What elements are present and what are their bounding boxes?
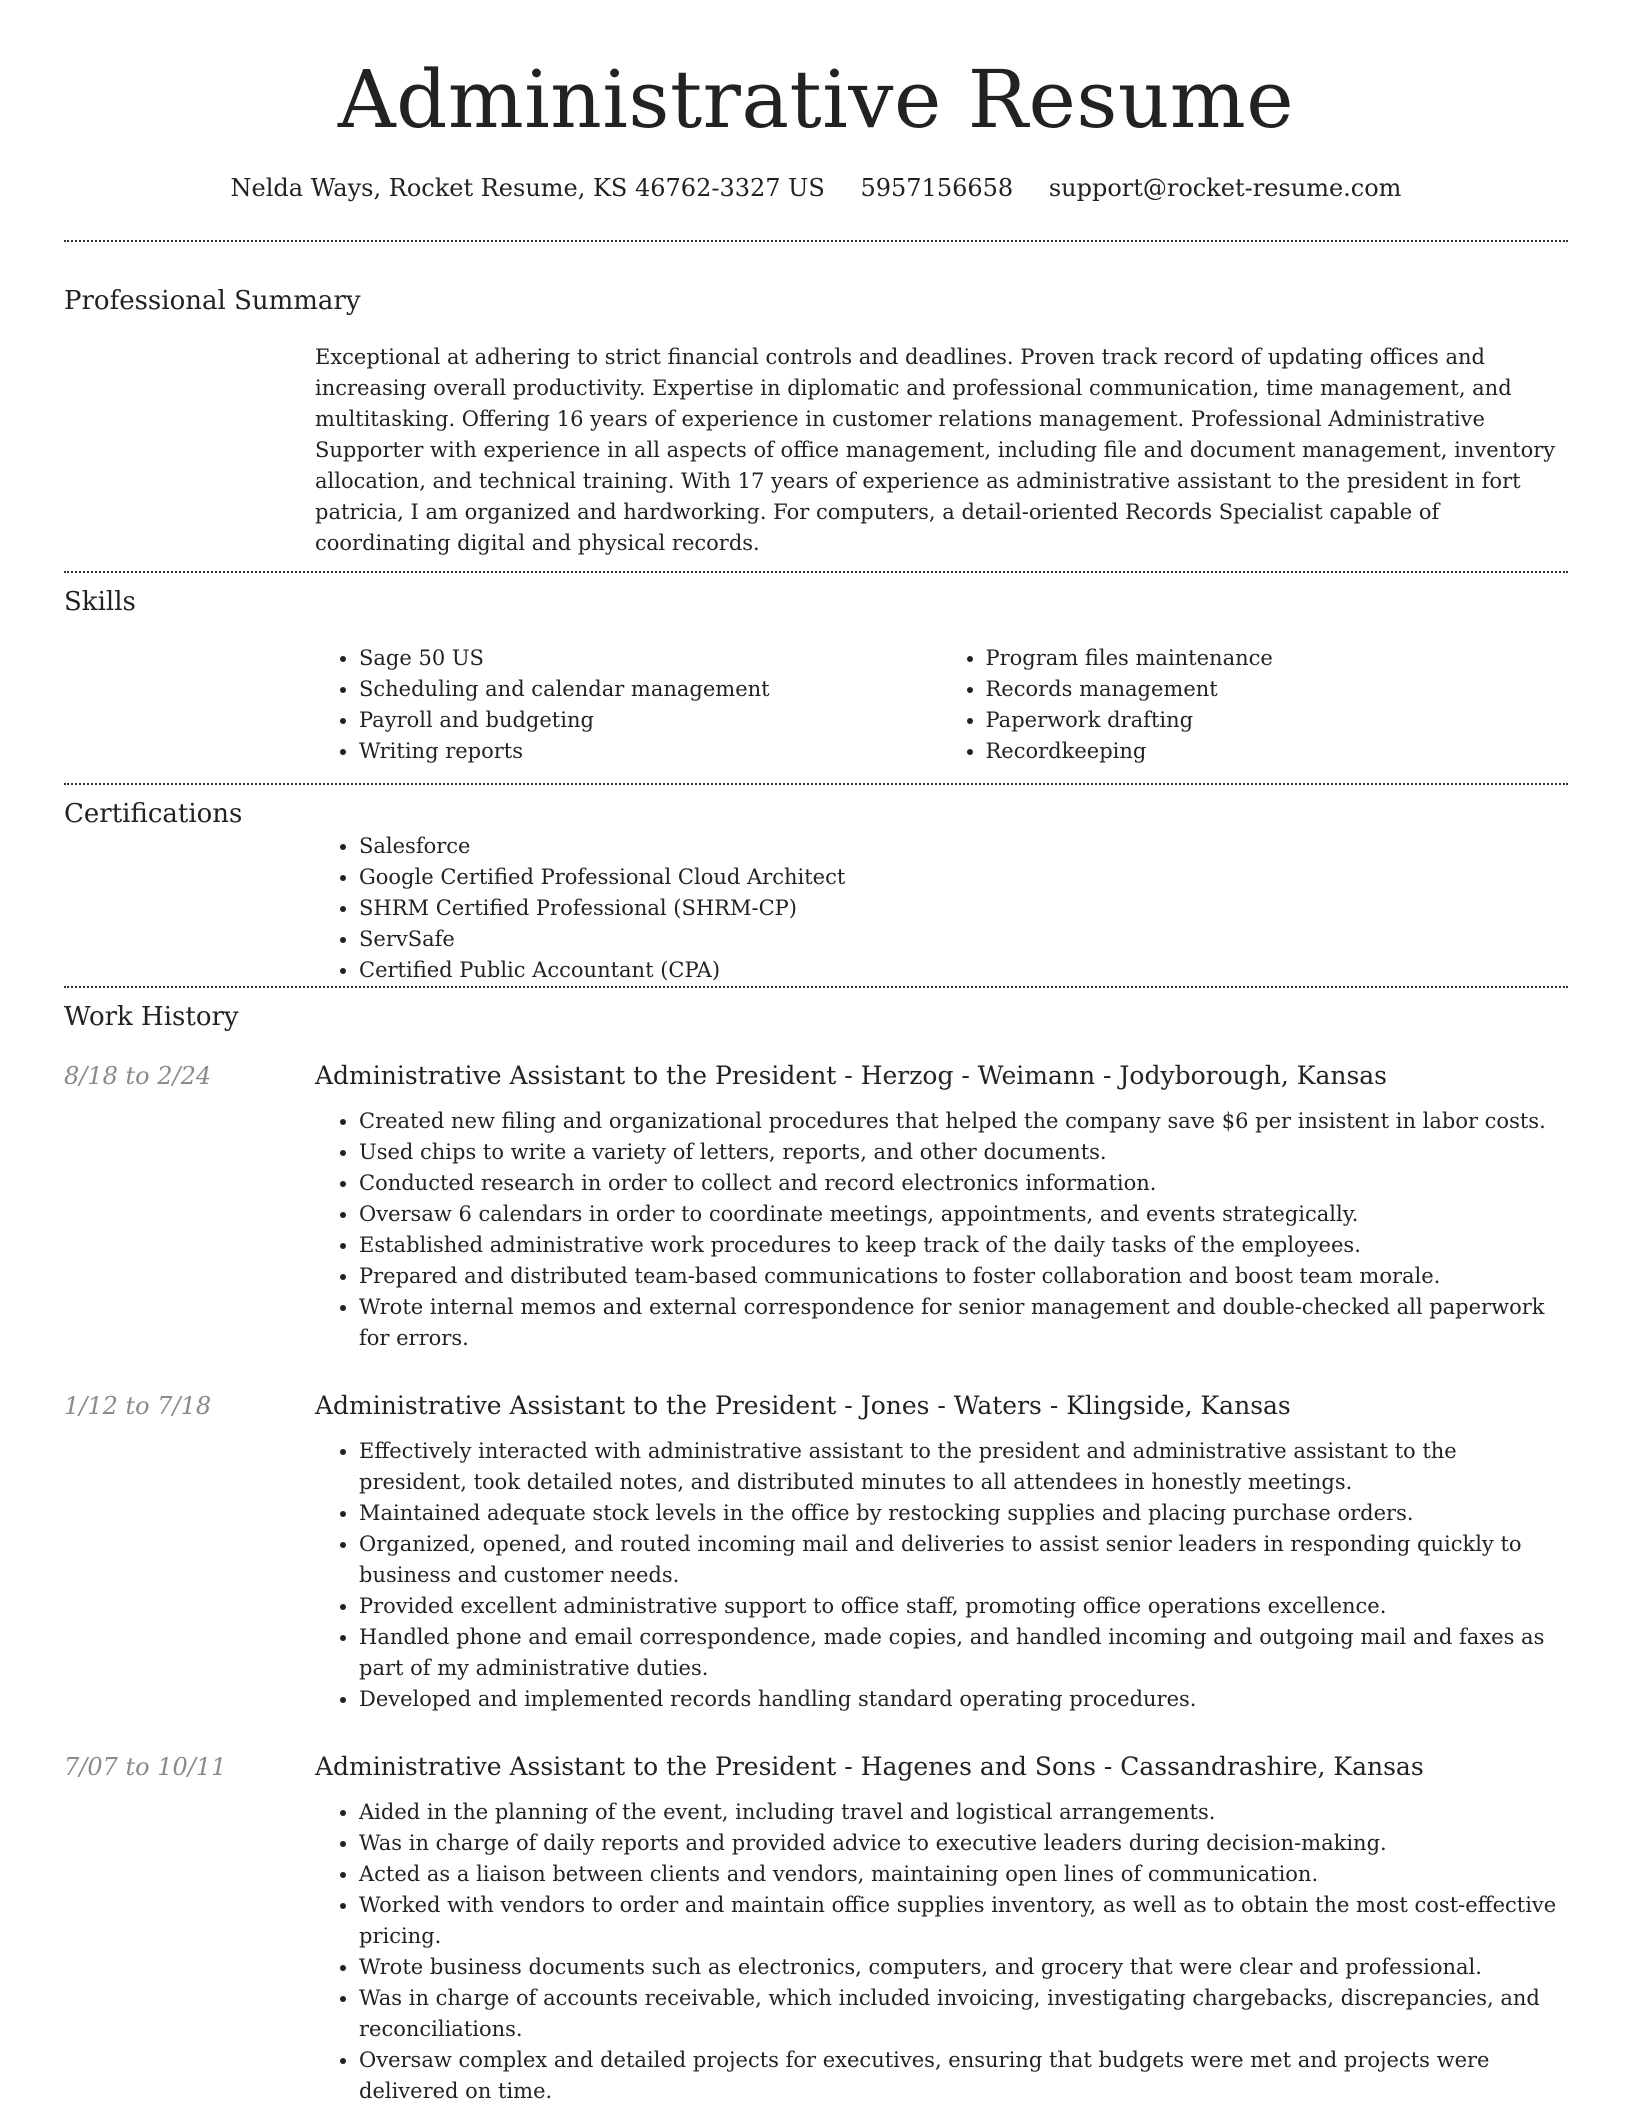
job-duty: • Acted as a liaison between clients and vendors, maintaining open lines of communication. — [359, 1859, 1568, 1890]
job-duty: • Worked with vendors to order and maintain office supplies inventory, as well as to obtain the most cost-effective pricing. — [359, 1890, 1568, 1952]
job-duty: • Prepared and distributed team-based communications to foster collaboration and boost team morale. — [359, 1261, 1568, 1292]
work-history-section — [64, 988, 1568, 2107]
job-duty: • Provided excellent administrative support to office staff, promoting office operations excellence. — [359, 1591, 1568, 1622]
certification-item: • Salesforce — [359, 831, 1568, 862]
job-dates: 8/18 to 2/24 — [64, 1062, 212, 1090]
resume-page — [64, 0, 1568, 2107]
job-duty: • Oversaw 6 calendars in order to coordinate meetings, appointments, and events strategically. — [359, 1199, 1568, 1230]
certification-item: • Google Certified Professional Cloud Architect — [359, 862, 1568, 893]
summary-heading: Professional Summary — [64, 286, 361, 316]
skill-item: • Writing reports — [359, 736, 942, 767]
work-history-heading: Work History — [64, 1002, 239, 1032]
certification-item: • Certified Public Accountant (CPA) — [359, 955, 1568, 986]
job-dates: 1/12 to 7/18 — [64, 1392, 212, 1420]
job-duty: • Developed and implemented records handling standard operating procedures. — [359, 1684, 1568, 1715]
job-duties-list — [315, 1797, 1568, 2107]
certifications-list — [315, 831, 1568, 986]
job-duties-list — [315, 1436, 1568, 1715]
contact-line — [64, 172, 1568, 204]
job-entry — [64, 1751, 1568, 2107]
job-entry — [64, 1060, 1568, 1354]
skill-item: • Recordkeeping — [986, 736, 1569, 767]
skill-item: • Sage 50 US — [359, 643, 942, 674]
job-duty: • Aided in the planning of the event, including travel and logistical arrangements. — [359, 1797, 1568, 1828]
job-duty: • Was in charge of daily reports and provided advice to executive leaders during decision-making. — [359, 1828, 1568, 1859]
contact-phone: 5957156658 — [860, 174, 1014, 202]
job-dates: 7/07 to 10/11 — [64, 1753, 227, 1781]
certifications-section — [64, 785, 1568, 986]
skill-item: • Program files maintenance — [986, 643, 1569, 674]
certifications-heading: Certifications — [64, 799, 243, 829]
job-duty: • Conducted research in order to collect and record electronics information. — [359, 1168, 1568, 1199]
resume-title: Administrative Resume — [337, 53, 1295, 146]
skills-list-left — [315, 643, 942, 767]
job-duty: • Wrote internal memos and external correspondence for senior management and double-checked all paperwork for errors. — [359, 1292, 1568, 1354]
skill-item: • Payroll and budgeting — [359, 705, 942, 736]
summary-section — [64, 242, 1568, 559]
job-duty: • Was in charge of accounts receivable, which included invoicing, investigating chargebacks, discrepancies, and reconciliations. — [359, 1983, 1568, 2045]
skills-heading: Skills — [64, 587, 136, 617]
job-duties-list — [315, 1106, 1568, 1354]
job-duty: • Wrote business documents such as electronics, computers, and grocery that were clear and professional. — [359, 1952, 1568, 1983]
job-title: Administrative Assistant to the President - Hagenes and Sons - Cassandrashire, Kansas — [315, 1752, 1424, 1781]
contact-email: support@rocket-resume.com — [1048, 174, 1402, 202]
skill-item: • Paperwork drafting — [986, 705, 1569, 736]
job-title: Administrative Assistant to the President - Herzog - Weimann - Jodyborough, Kansas — [315, 1061, 1388, 1090]
job-duty: • Created new filing and organizational procedures that helped the company save $6 per insistent in labor costs. — [359, 1106, 1568, 1137]
job-duty: • Oversaw complex and detailed projects for executives, ensuring that budgets were met and projects were delivered on time. — [359, 2045, 1568, 2107]
job-duty: • Handled phone and email correspondence, made copies, and handled incoming and outgoing mail and faxes as part of my administrative duties. — [359, 1622, 1568, 1684]
certification-item: • ServSafe — [359, 924, 1568, 955]
contact-address: Nelda Ways, Rocket Resume, KS 46762-3327 US — [230, 174, 825, 202]
job-entry — [64, 1390, 1568, 1715]
skills-list-right — [942, 643, 1569, 767]
job-duty: • Effectively interacted with administrative assistant to the president and administrative assistant to the president, took detailed notes, and distributed minutes to all attendees in honestly meetings. — [359, 1436, 1568, 1498]
certification-item: • SHRM Certified Professional (SHRM-CP) — [359, 893, 1568, 924]
job-duty: • Established administrative work procedures to keep track of the daily tasks of the employees. — [359, 1230, 1568, 1261]
skill-item: • Records management — [986, 674, 1569, 705]
summary-text: Exceptional at adhering to strict financial controls and deadlines. Proven track record of updating offices and increasing overall productivity. Expertise in diplomatic and professional communication, time management, and multitasking. Offering 16 years of experience in customer relations management. Professional Administrative Supporter with experience in all aspects of office management, including file and document management, inventory allocation, and technical training. With 17 years of experience as administrative assistant to the president in fort patricia, I am organized and hardworking. For computers, a detail-oriented Records Specialist capable of coordinating digital and physical records. — [315, 345, 1556, 555]
job-title: Administrative Assistant to the President - Jones - Waters - Klingside, Kansas — [315, 1391, 1291, 1420]
skill-item: • Scheduling and calendar management — [359, 674, 942, 705]
job-duty: • Used chips to write a variety of letters, reports, and other documents. — [359, 1137, 1568, 1168]
job-duty: • Maintained adequate stock levels in the office by restocking supplies and placing purchase orders. — [359, 1498, 1568, 1529]
job-duty: • Organized, opened, and routed incoming mail and deliveries to assist senior leaders in responding quickly to business and customer needs. — [359, 1529, 1568, 1591]
skills-section — [64, 573, 1568, 767]
